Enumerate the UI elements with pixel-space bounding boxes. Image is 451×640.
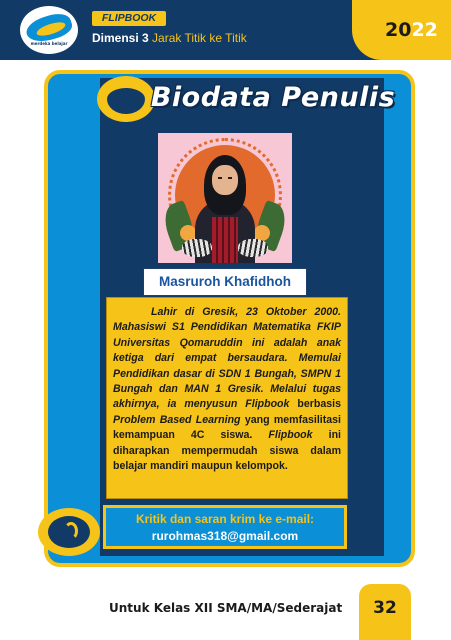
bio-paragraph [113, 305, 341, 474]
photo-eye-left [218, 177, 222, 179]
bio-segment: Problem Based Learning [113, 413, 241, 426]
chapter-subtitle [92, 31, 247, 45]
author-photo [158, 133, 292, 263]
subtitle-highlight: Jarak Titik ke Titik [152, 31, 247, 45]
page-title: Biodata Penulis [150, 82, 396, 113]
photo-person-face [212, 165, 238, 195]
bio-segment: Flipbook [245, 398, 290, 411]
bio-segment: Flipbook [268, 429, 313, 442]
bio-segment: berbasis [289, 398, 341, 411]
contact-label: Kritik dan saran krim ke e-mail: [135, 512, 315, 526]
photo-tiger-left [182, 239, 212, 257]
bio-box [106, 297, 348, 499]
scroll-curl-icon [64, 522, 78, 540]
contact-box [103, 505, 347, 549]
logo-text: merdeka belajar [30, 41, 68, 46]
contact-email[interactable]: rurohmas318@gmail.com [151, 529, 299, 543]
year-label [385, 19, 438, 41]
year-part-2: 22 [411, 19, 438, 41]
year-part-1: 20 [385, 19, 412, 41]
photo-eye-right [228, 177, 232, 179]
bio-segment: ini diharapkan mempermudah siswa dalam belajar mandiri maupun kelompok. [113, 429, 341, 473]
bio-segment: Lahir di Gresik, 23 Oktober 2000. Mahasiswi S1 Pendidikan Matematika FKIP Universitas Qomaruddin ini adalah anak ketiga dari empat bersaudara. Memulai Pendidikan dasar di SDN 1 Bungah, SMPN 1 Bungah dan MAN 1 Gresik. Melalui tugas akhirnya, ia menyusun [113, 306, 341, 411]
subtitle-prefix: Dimensi 3 [92, 31, 149, 45]
footer-audience-text: Untuk Kelas XII SMA/MA/Sederajat [109, 601, 343, 615]
page-number: 32 [373, 598, 397, 618]
author-name: Masruroh Khafidhoh [159, 274, 291, 289]
bio-segment: yang memfasilitasi kemampuan 4C siswa. [113, 413, 341, 442]
photo-person-shirt [212, 217, 238, 263]
flipbook-badge: FLIPBOOK [92, 11, 166, 26]
author-name-box [143, 268, 307, 296]
merdeka-belajar-logo [20, 6, 78, 54]
header-bar [0, 0, 451, 60]
photo-tiger-right [238, 239, 268, 257]
